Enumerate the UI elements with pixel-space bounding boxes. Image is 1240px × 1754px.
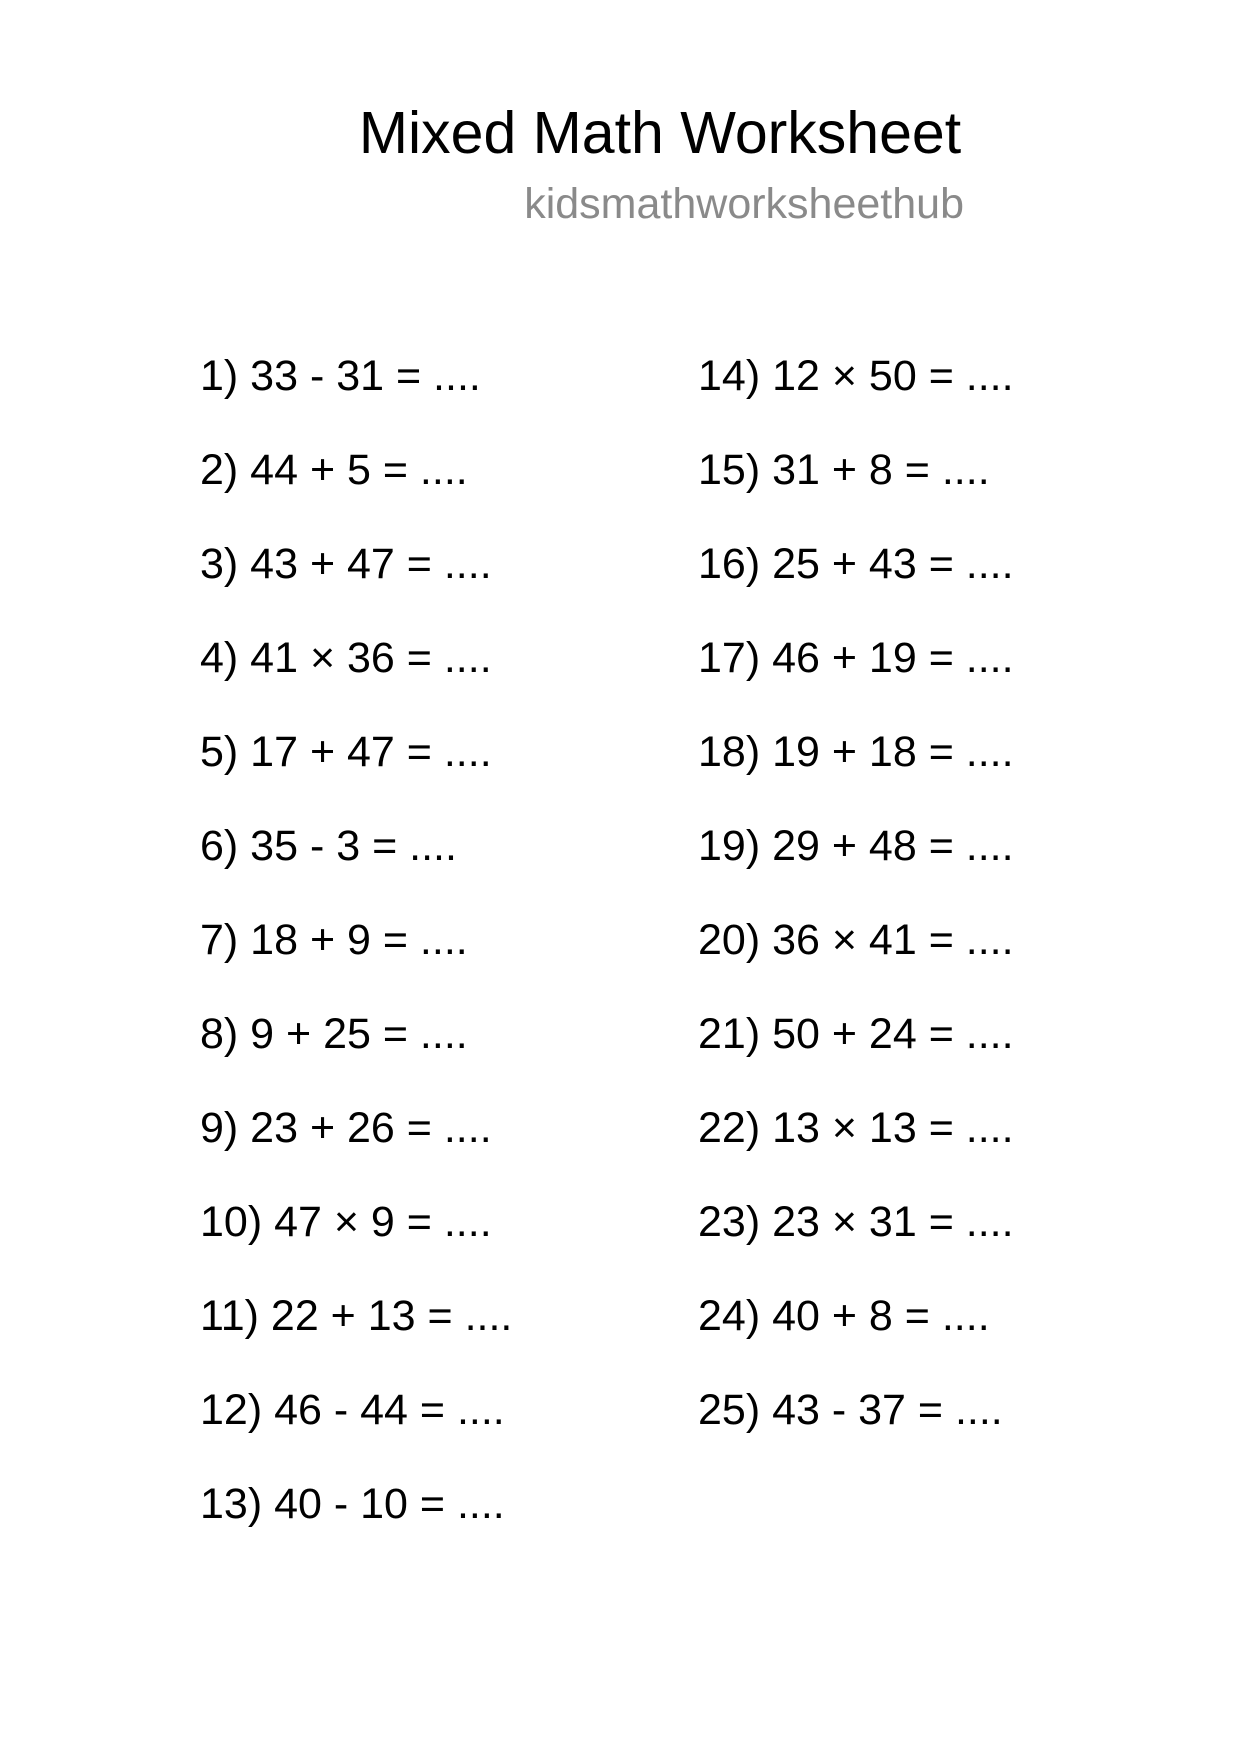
problem-item: 12) 46 - 44 = ....: [200, 1386, 505, 1434]
problem-item: 6) 35 - 3 = ....: [200, 822, 457, 870]
worksheet-title: Mixed Math Worksheet: [358, 100, 962, 166]
problem-item: 19) 29 + 48 = ....: [698, 822, 1014, 870]
problem-item: 25) 43 - 37 = ....: [698, 1386, 1003, 1434]
problem-item: 21) 50 + 24 = ....: [698, 1010, 1014, 1058]
problem-item: 1) 33 - 31 = ....: [200, 352, 481, 400]
problem-item: 11) 22 + 13 = ....: [200, 1292, 513, 1340]
problem-item: 17) 46 + 19 = ....: [698, 634, 1014, 682]
problem-item: 9) 23 + 26 = ....: [200, 1104, 492, 1152]
problem-item: 15) 31 + 8 = ....: [698, 446, 990, 494]
problem-item: 16) 25 + 43 = ....: [698, 540, 1014, 588]
problem-item: 3) 43 + 47 = ....: [200, 540, 492, 588]
problem-item: 4) 41 × 36 = ....: [200, 634, 492, 682]
problem-item: 23) 23 × 31 = ....: [698, 1198, 1014, 1246]
problem-item: 14) 12 × 50 = ....: [698, 352, 1014, 400]
problem-item: 24) 40 + 8 = ....: [698, 1292, 990, 1340]
problem-item: 20) 36 × 41 = ....: [698, 916, 1014, 964]
problem-item: 22) 13 × 13 = ....: [698, 1104, 1014, 1152]
problem-item: 8) 9 + 25 = ....: [200, 1010, 468, 1058]
problem-item: 5) 17 + 47 = ....: [200, 728, 492, 776]
problem-item: 10) 47 × 9 = ....: [200, 1198, 492, 1246]
worksheet-subtitle: kidsmathworksheethub: [524, 180, 964, 228]
problem-item: 18) 19 + 18 = ....: [698, 728, 1014, 776]
problem-item: 7) 18 + 9 = ....: [200, 916, 468, 964]
problem-item: 13) 40 - 10 = ....: [200, 1480, 505, 1528]
problem-item: 2) 44 + 5 = ....: [200, 446, 468, 494]
